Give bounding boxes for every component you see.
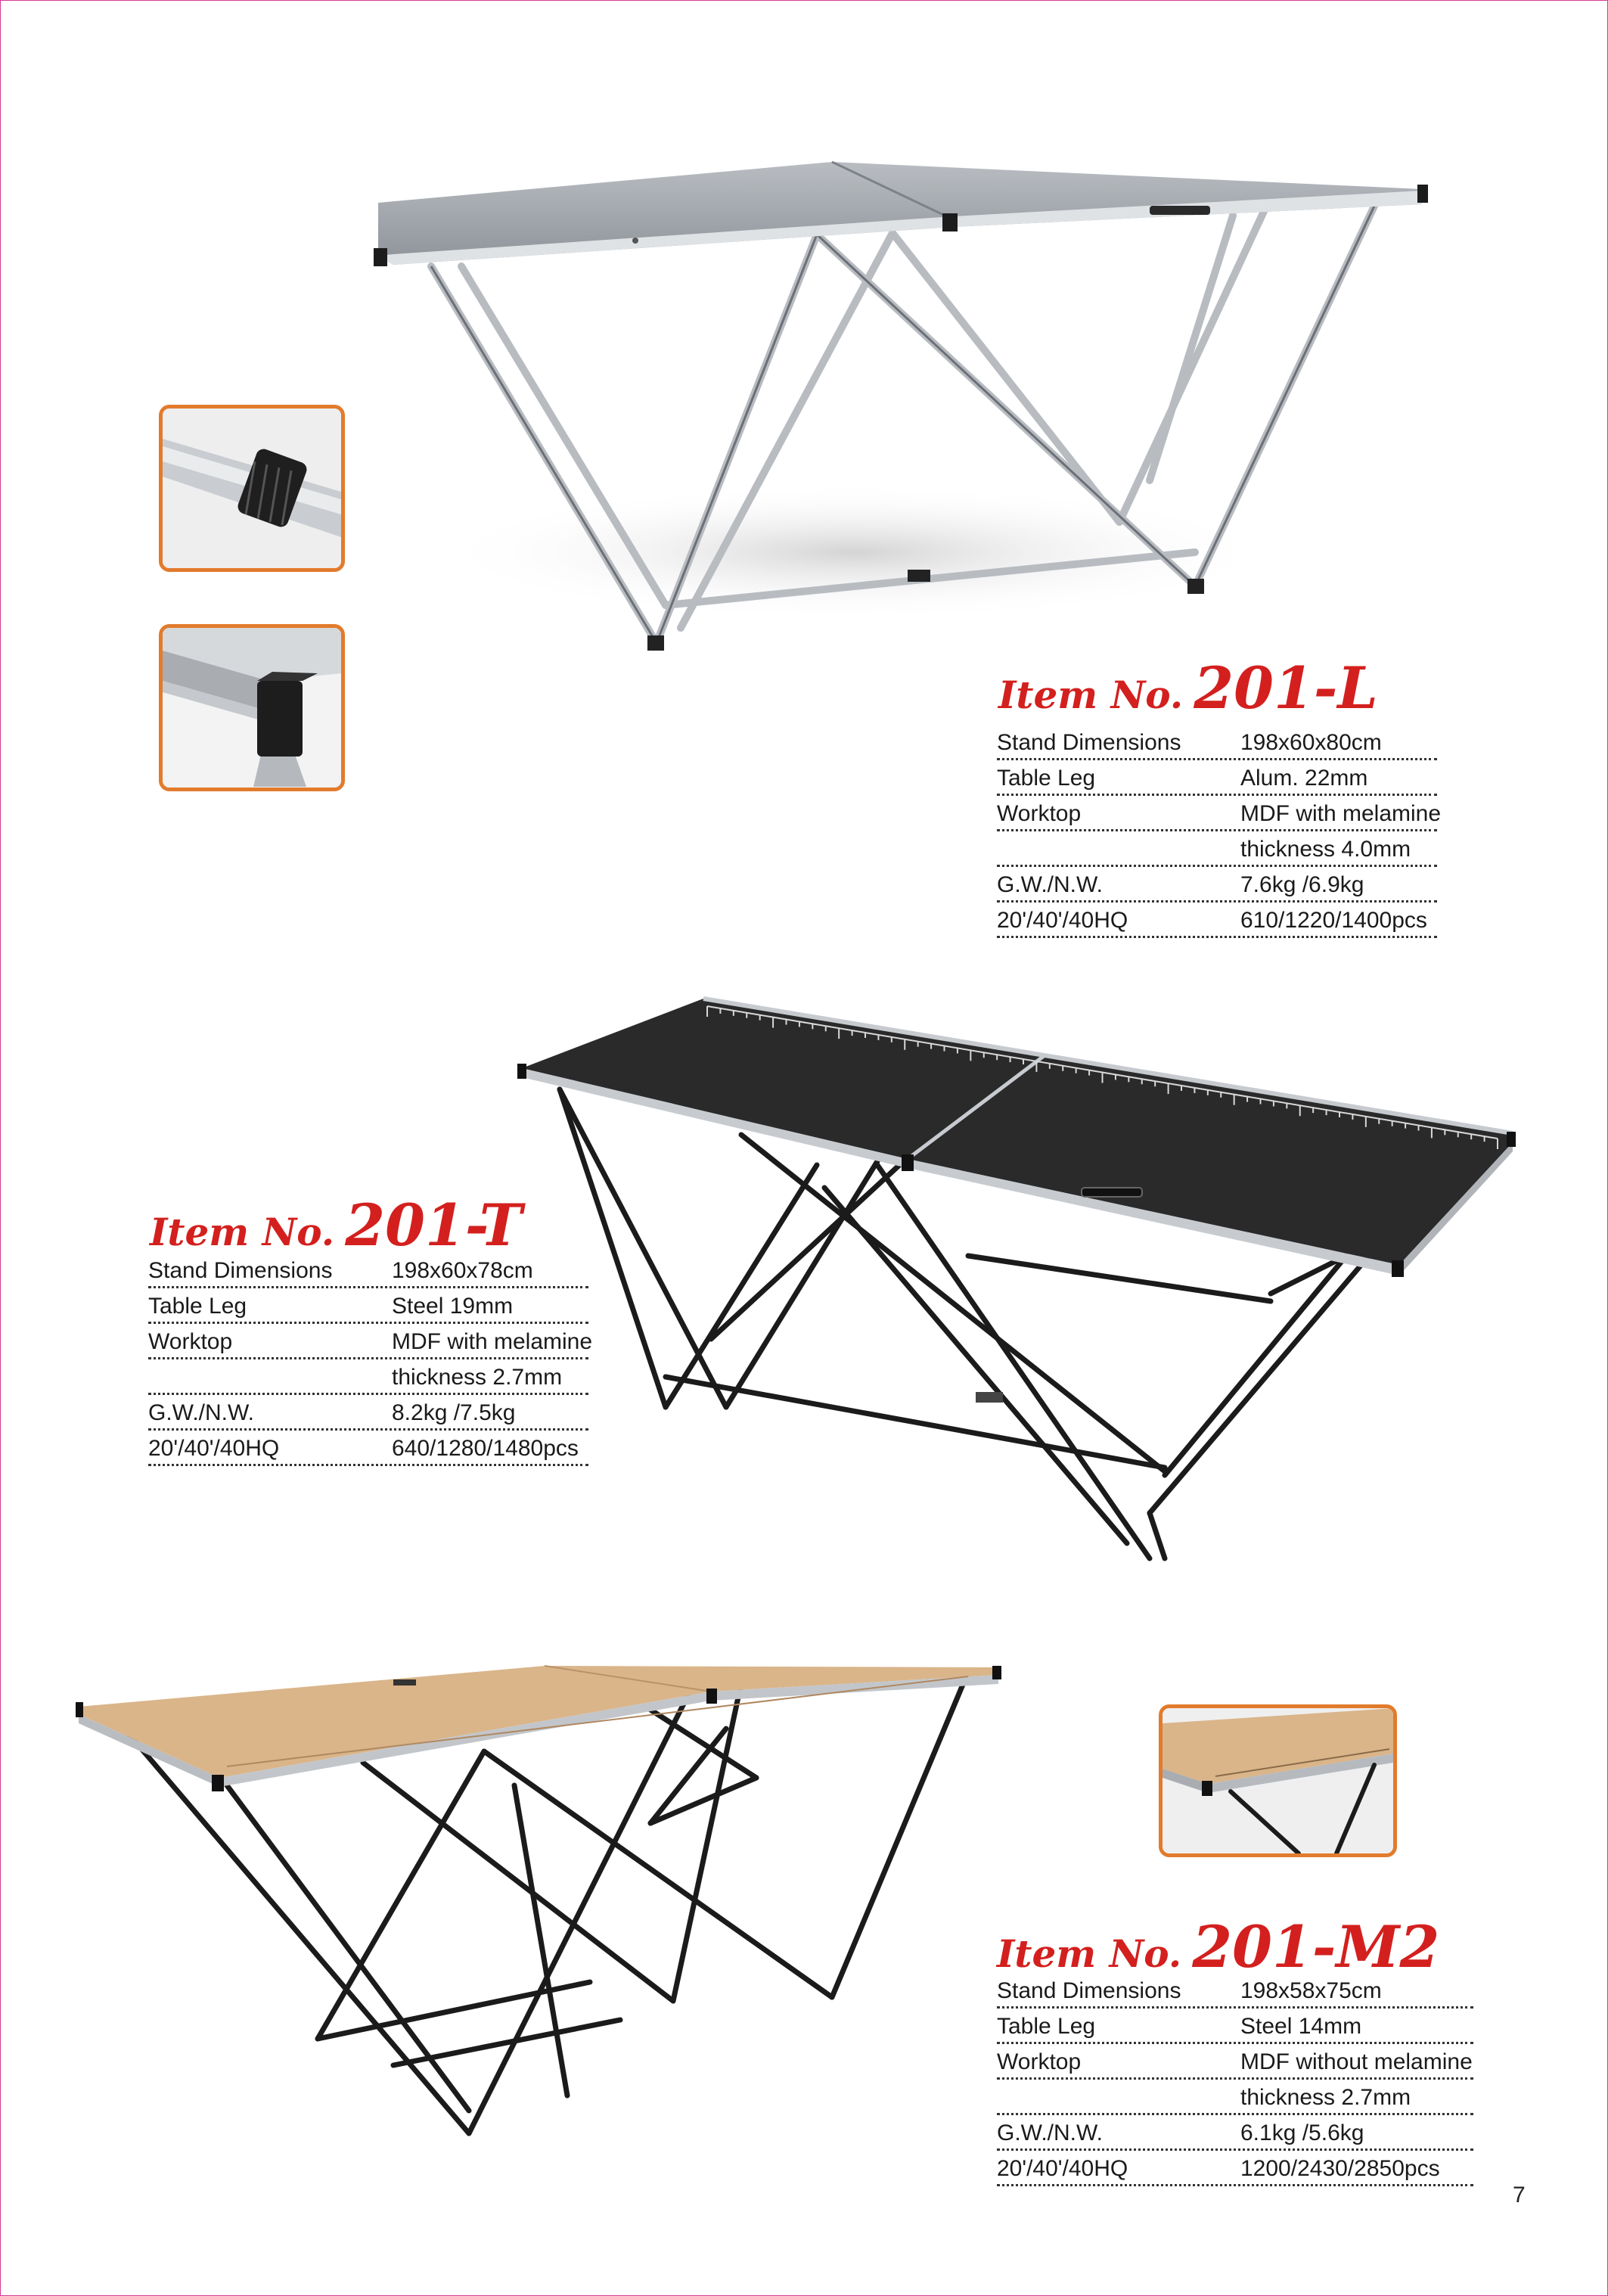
spec-row <box>148 1288 588 1324</box>
spec-label: Table Leg <box>997 2014 1096 2039</box>
spec-row <box>997 2151 1473 2186</box>
item-prefix: Item No. <box>150 1210 335 1254</box>
spec-label: 20'/40'/40HQ <box>997 908 1128 933</box>
spec-row <box>997 2080 1473 2115</box>
mdf-top-detail-inset <box>1159 1704 1397 1857</box>
spec-value: Steel 19mm <box>392 1294 514 1319</box>
table-201-l-photo <box>363 144 1437 666</box>
spec-value: MDF without melamine <box>1240 2049 1473 2074</box>
spec-value: 1200/2430/2850pcs <box>1240 2156 1440 2181</box>
item-prefix: Item No. <box>998 673 1184 717</box>
spec-row <box>997 831 1437 867</box>
leg-lock-detail-inset <box>159 405 345 572</box>
spec-value: 6.1kg /5.6kg <box>1240 2120 1364 2145</box>
spec-label: Worktop <box>997 2049 1082 2074</box>
spec-label: Table Leg <box>997 766 1096 791</box>
spec-row <box>997 2115 1473 2151</box>
spec-value: 7.6kg /6.9kg <box>1240 872 1364 897</box>
spec-value: 8.2kg /7.5kg <box>392 1400 516 1425</box>
spec-row <box>148 1395 588 1431</box>
spec-label: 20'/40'/40HQ <box>148 1436 280 1461</box>
item-prefix: Item No. <box>997 1931 1182 1976</box>
spec-value: 640/1280/1480pcs <box>392 1436 579 1461</box>
spec-label: Worktop <box>148 1329 233 1354</box>
spec-row <box>148 1324 593 1359</box>
spec-value: MDF with melamine <box>1240 801 1442 826</box>
spec-row <box>997 2009 1473 2044</box>
spec-row <box>148 1359 588 1395</box>
spec-value: 198x60x80cm <box>1240 730 1382 755</box>
spec-label: Stand Dimensions <box>997 730 1181 755</box>
item-heading-201-m2 <box>997 1913 1440 1981</box>
spec-value: 198x58x75cm <box>1240 1978 1382 2003</box>
page-number: 7 <box>1513 2183 1526 2207</box>
spec-row <box>997 1973 1473 2009</box>
spec-row <box>997 760 1437 796</box>
spec-value: MDF with melamine <box>392 1329 593 1354</box>
table-201-t-photo <box>514 983 1520 1581</box>
spec-table-201-t <box>148 1253 593 1466</box>
spec-table-201-l <box>997 725 1442 938</box>
spec-label: G.W./N.W. <box>997 872 1103 897</box>
item-number: 201-T <box>345 1191 523 1259</box>
spec-value: 610/1220/1400pcs <box>1240 908 1427 933</box>
spec-label: Worktop <box>997 801 1082 826</box>
spec-value: thickness 2.7mm <box>1240 2085 1411 2110</box>
spec-row <box>997 867 1437 903</box>
spec-row <box>997 796 1442 831</box>
spec-label: Table Leg <box>148 1294 247 1319</box>
item-number: 201-M2 <box>1192 1913 1440 1981</box>
spec-value: Alum. 22mm <box>1240 766 1368 791</box>
spec-table-201-m2 <box>997 1973 1473 2186</box>
spec-row <box>997 903 1437 938</box>
spec-row <box>148 1431 588 1466</box>
spec-label: Stand Dimensions <box>997 1978 1181 2003</box>
spec-label: Stand Dimensions <box>148 1258 333 1283</box>
item-number: 201-L <box>1194 654 1378 722</box>
corner-cap-detail-inset <box>159 624 345 791</box>
spec-value: 198x60x78cm <box>392 1258 533 1283</box>
spec-row <box>997 2044 1473 2080</box>
spec-value: Steel 14mm <box>1240 2014 1362 2039</box>
spec-label: G.W./N.W. <box>997 2120 1103 2145</box>
item-heading-201-t <box>150 1191 523 1259</box>
spec-label: G.W./N.W. <box>148 1400 254 1425</box>
spec-label: 20'/40'/40HQ <box>997 2156 1128 2181</box>
item-heading-201-l <box>998 654 1378 722</box>
spec-row <box>997 725 1437 760</box>
spec-row <box>148 1253 588 1288</box>
table-201-m2-photo <box>76 1626 1014 2156</box>
spec-value: thickness 2.7mm <box>392 1365 563 1390</box>
spec-value: thickness 4.0mm <box>1240 837 1411 862</box>
